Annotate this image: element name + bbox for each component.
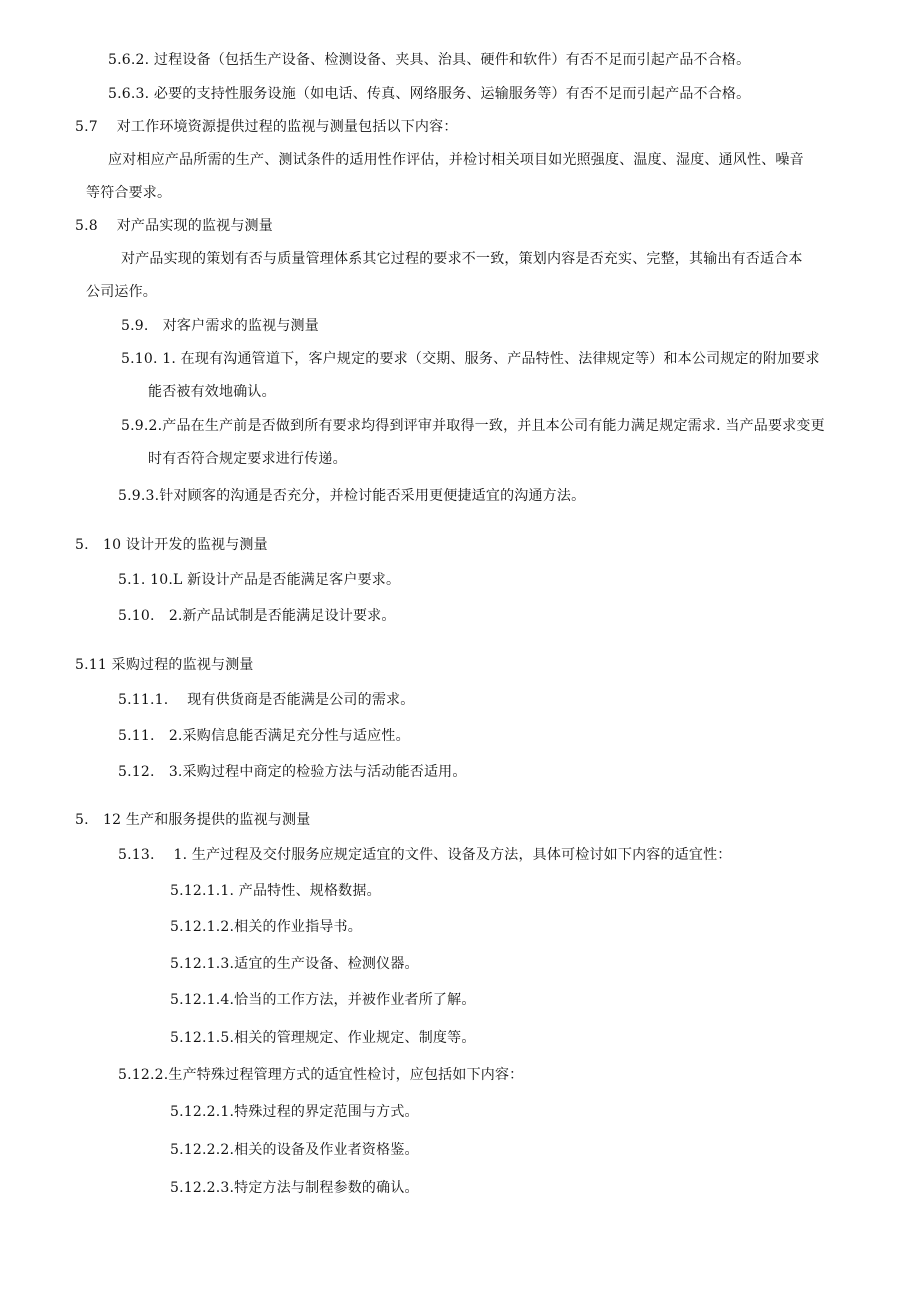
clause-5-12-2-3: 5.12.2.3.特定方法与制程参数的确认。 <box>170 1180 419 1196</box>
clause-5-13-1: 5.13. 1. 生产过程及交付服务应规定适宜的文件、设备及方法，具体可检讨如下内容的适宜性： <box>118 847 732 863</box>
clause-5-12-3: 5.12. 3.采购过程中商定的检验方法与活动能否适用。 <box>118 764 467 780</box>
clause-5-12-1-4: 5.12.1.4.恰当的工作方法，并被作业者所了解。 <box>170 992 476 1008</box>
clause-5-9-2-line-1: 5.9.2.产品在生产前是否做到所有要求均得到评审并取得一致，并且本公司有能力满足规定需求. 当产品要求变更 <box>121 418 825 434</box>
section-5-9-heading: 5.9. 对客户需求的监视与测量 <box>121 318 319 334</box>
clause-5-6-3: 5.6.3. 必要的支持性服务设施（如电话、传真、网络服务、运输服务等）有否不足而引起产品不合格。 <box>108 86 751 102</box>
section-5-8-body-line-2: 公司运作。 <box>86 284 157 300</box>
clause-5-6-2: 5.6.2. 过程设备（包括生产设备、检测设备、夹具、治具、硬件和软件）有否不足而引起产品不合格。 <box>108 52 751 68</box>
section-5-8-body-line-1: 对产品实现的策划有否与质量管理体系其它过程的要求不一致，策划内容是否充实、完整，其输出有否适合本 <box>121 251 803 267</box>
clause-5-12-1-5: 5.12.1.5.相关的管理规定、作业规定、制度等。 <box>170 1030 476 1046</box>
clause-5-12-1-2: 5.12.1.2.相关的作业指导书。 <box>170 919 362 935</box>
clause-5-11-1: 5.11.1. 现有供货商是否能满是公司的需求。 <box>118 692 415 708</box>
clause-5-12-1-1: 5.12.1.1. 产品特性、规格数据。 <box>170 883 381 899</box>
section-5-10-heading: 5. 10 设计开发的监视与测量 <box>75 537 268 553</box>
section-5-8-heading: 5.8 对产品实现的监视与测量 <box>75 218 273 234</box>
clause-5-9-3: 5.9.3.针对顾客的沟通是否充分，并检讨能否采用更便捷适宜的沟通方法。 <box>118 488 586 504</box>
clause-5-12-1-3: 5.12.1.3.适宜的生产设备、检测仪器。 <box>170 956 419 972</box>
section-5-11-heading: 5.11 采购过程的监视与测量 <box>75 657 254 673</box>
clause-5-11-2: 5.11. 2.采购信息能否满足充分性与适应性。 <box>118 728 410 744</box>
section-5-12-heading: 5. 12 生产和服务提供的监视与测量 <box>75 812 311 828</box>
clause-5-12-2: 5.12.2.生产特殊过程管理方式的适宜性检讨，应包括如下内容： <box>118 1067 524 1083</box>
clause-5-10-2: 5.10. 2.新产品试制是否能满足设计要求。 <box>118 608 396 624</box>
clause-5-10-1-line-2: 能否被有效地确认。 <box>148 384 276 400</box>
clause-5-12-2-2: 5.12.2.2.相关的设备及作业者资格鉴。 <box>170 1142 419 1158</box>
clause-5-1-10: 5.1. 10.L 新设计产品是否能满足客户要求。 <box>118 572 401 588</box>
section-5-7-body-line-2: 等符合要求。 <box>86 185 172 201</box>
clause-5-12-2-1: 5.12.2.1.特殊过程的界定范围与方式。 <box>170 1104 419 1120</box>
clause-5-10-1-line-1: 5.10. 1. 在现有沟通管道下，客户规定的要求（交期、服务、产品特性、法律规定等）和本公司规定的附加要求 <box>121 351 820 367</box>
section-5-7-body-line-1: 应对相应产品所需的生产、测试条件的适用性作评估，并检讨相关项目如光照强度、温度、湿度、通风性、噪音 <box>108 152 804 168</box>
section-5-7-heading: 5.7 对工作环境资源提供过程的监视与测量包括以下内容： <box>75 119 458 135</box>
clause-5-9-2-line-2: 时有否符合规定要求进行传递。 <box>148 451 347 467</box>
